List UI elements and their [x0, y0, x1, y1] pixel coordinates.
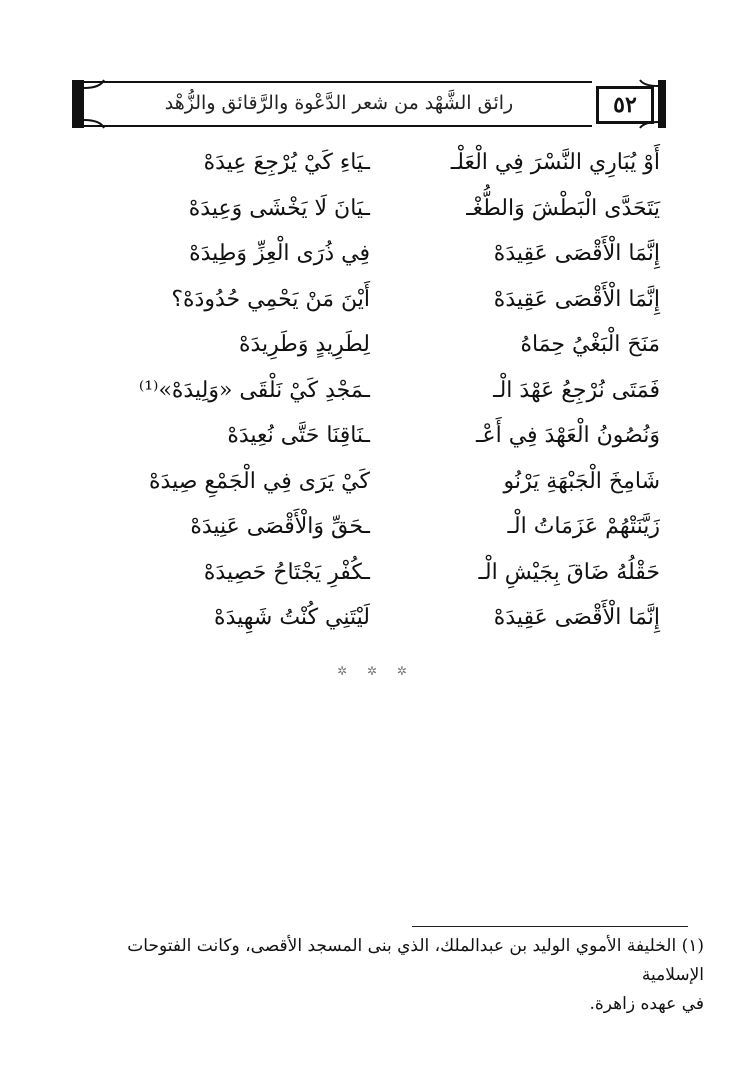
first-hemistich: مَنَحَ الْبَغْيُ حِمَاهُ: [520, 332, 660, 357]
second-hemistich: ـكُفْرِ يَجْتَاحُ حَصِيدَهْ: [203, 559, 370, 585]
verse: [100, 322, 660, 368]
verse: [100, 368, 660, 414]
second-hemistich: لِطَرِيدٍ وَطَرِيدَهْ: [238, 332, 370, 357]
footnote-line: (١) الخليفة الأموي الوليد بن عبدالملك، الذي بنى المسجد الأقصى، وكانت الفتوحات الإسلامية: [127, 936, 704, 985]
footnote: [60, 932, 704, 1019]
running-title: رائق الشَّهْد من شعر الدَّعْوة والرَّقائق والزُّهْد: [164, 92, 514, 114]
second-hemistich: ـنَاقِنَا حَتَّى نُعِيدَهْ: [227, 423, 370, 448]
first-hemistich: أَوْ يُبَارِي النَّسْرَ فِي الْعَلْـ: [450, 150, 660, 175]
first-hemistich: إِنَّمَا الْأَقْصَى عَقِيدَهْ: [493, 286, 660, 312]
second-hemistich: ـحَقِّ وَالْأَقْصَى عَنِيدَهْ: [190, 514, 370, 539]
first-hemistich: حَقْلُهُ ضَاقَ بِجَيْشِ الْـ: [478, 559, 660, 585]
first-hemistich: شَامِخَ الْجَبْهَةِ يَرْنُو: [503, 468, 660, 494]
first-hemistich: وَنُصُونُ الْعَهْدَ فِي أَعْـ: [476, 423, 660, 448]
verse: [100, 140, 660, 186]
page-number: ٥٢: [596, 86, 654, 124]
second-hemistich: أَيْنَ مَنْ يَحْمِي حُدُودَهْ؟: [171, 286, 370, 312]
verse: [100, 413, 660, 459]
second-hemistich: كَيْ يَرَى فِي الْجَمْعِ صِيدَهْ: [149, 468, 370, 494]
first-hemistich: إِنَّمَا الْأَقْصَى عَقِيدَهْ: [493, 241, 660, 266]
section-separator: ✲ ✲ ✲: [337, 664, 415, 678]
verse: [100, 459, 660, 505]
verse: [100, 504, 660, 550]
verse: [100, 277, 660, 323]
poem: [100, 140, 660, 641]
verse: [100, 550, 660, 596]
footnote-line: في عهده زاهرة.: [589, 994, 704, 1014]
first-hemistich: فَمَتَى نُرْجِعُ عَهْدَ الْـ: [493, 377, 660, 403]
verse: [100, 186, 660, 232]
second-hemistich: ـيَانَ لَا يَخْشَى وَعِيدَهْ: [188, 195, 370, 221]
second-hemistich: ـمَجْدِ كَيْ نَلْقَى «وَلِيدَهْ»⁽¹⁾: [138, 377, 370, 403]
second-hemistich: فِي ذُرَى الْعِزِّ وَطِيدَهْ: [189, 241, 370, 266]
verse: [100, 595, 660, 641]
first-hemistich: يَتَحَدَّى الْبَطْشَ وَالطُّغْـ: [466, 195, 660, 221]
first-hemistich: زَيَّنَتْهُمْ عَزَمَاتُ الْـ: [507, 514, 660, 539]
first-hemistich: إِنَّمَا الْأَقْصَى عَقِيدَهْ: [493, 605, 660, 630]
verse: [100, 231, 660, 277]
second-hemistich: لَيْتَنِي كُنْتُ شَهِيدَهْ: [214, 605, 370, 630]
second-hemistich: ـيَاءِ كَيْ يُرْجِعَ عِيدَهْ: [203, 150, 370, 175]
footnote-rule: [412, 926, 688, 927]
